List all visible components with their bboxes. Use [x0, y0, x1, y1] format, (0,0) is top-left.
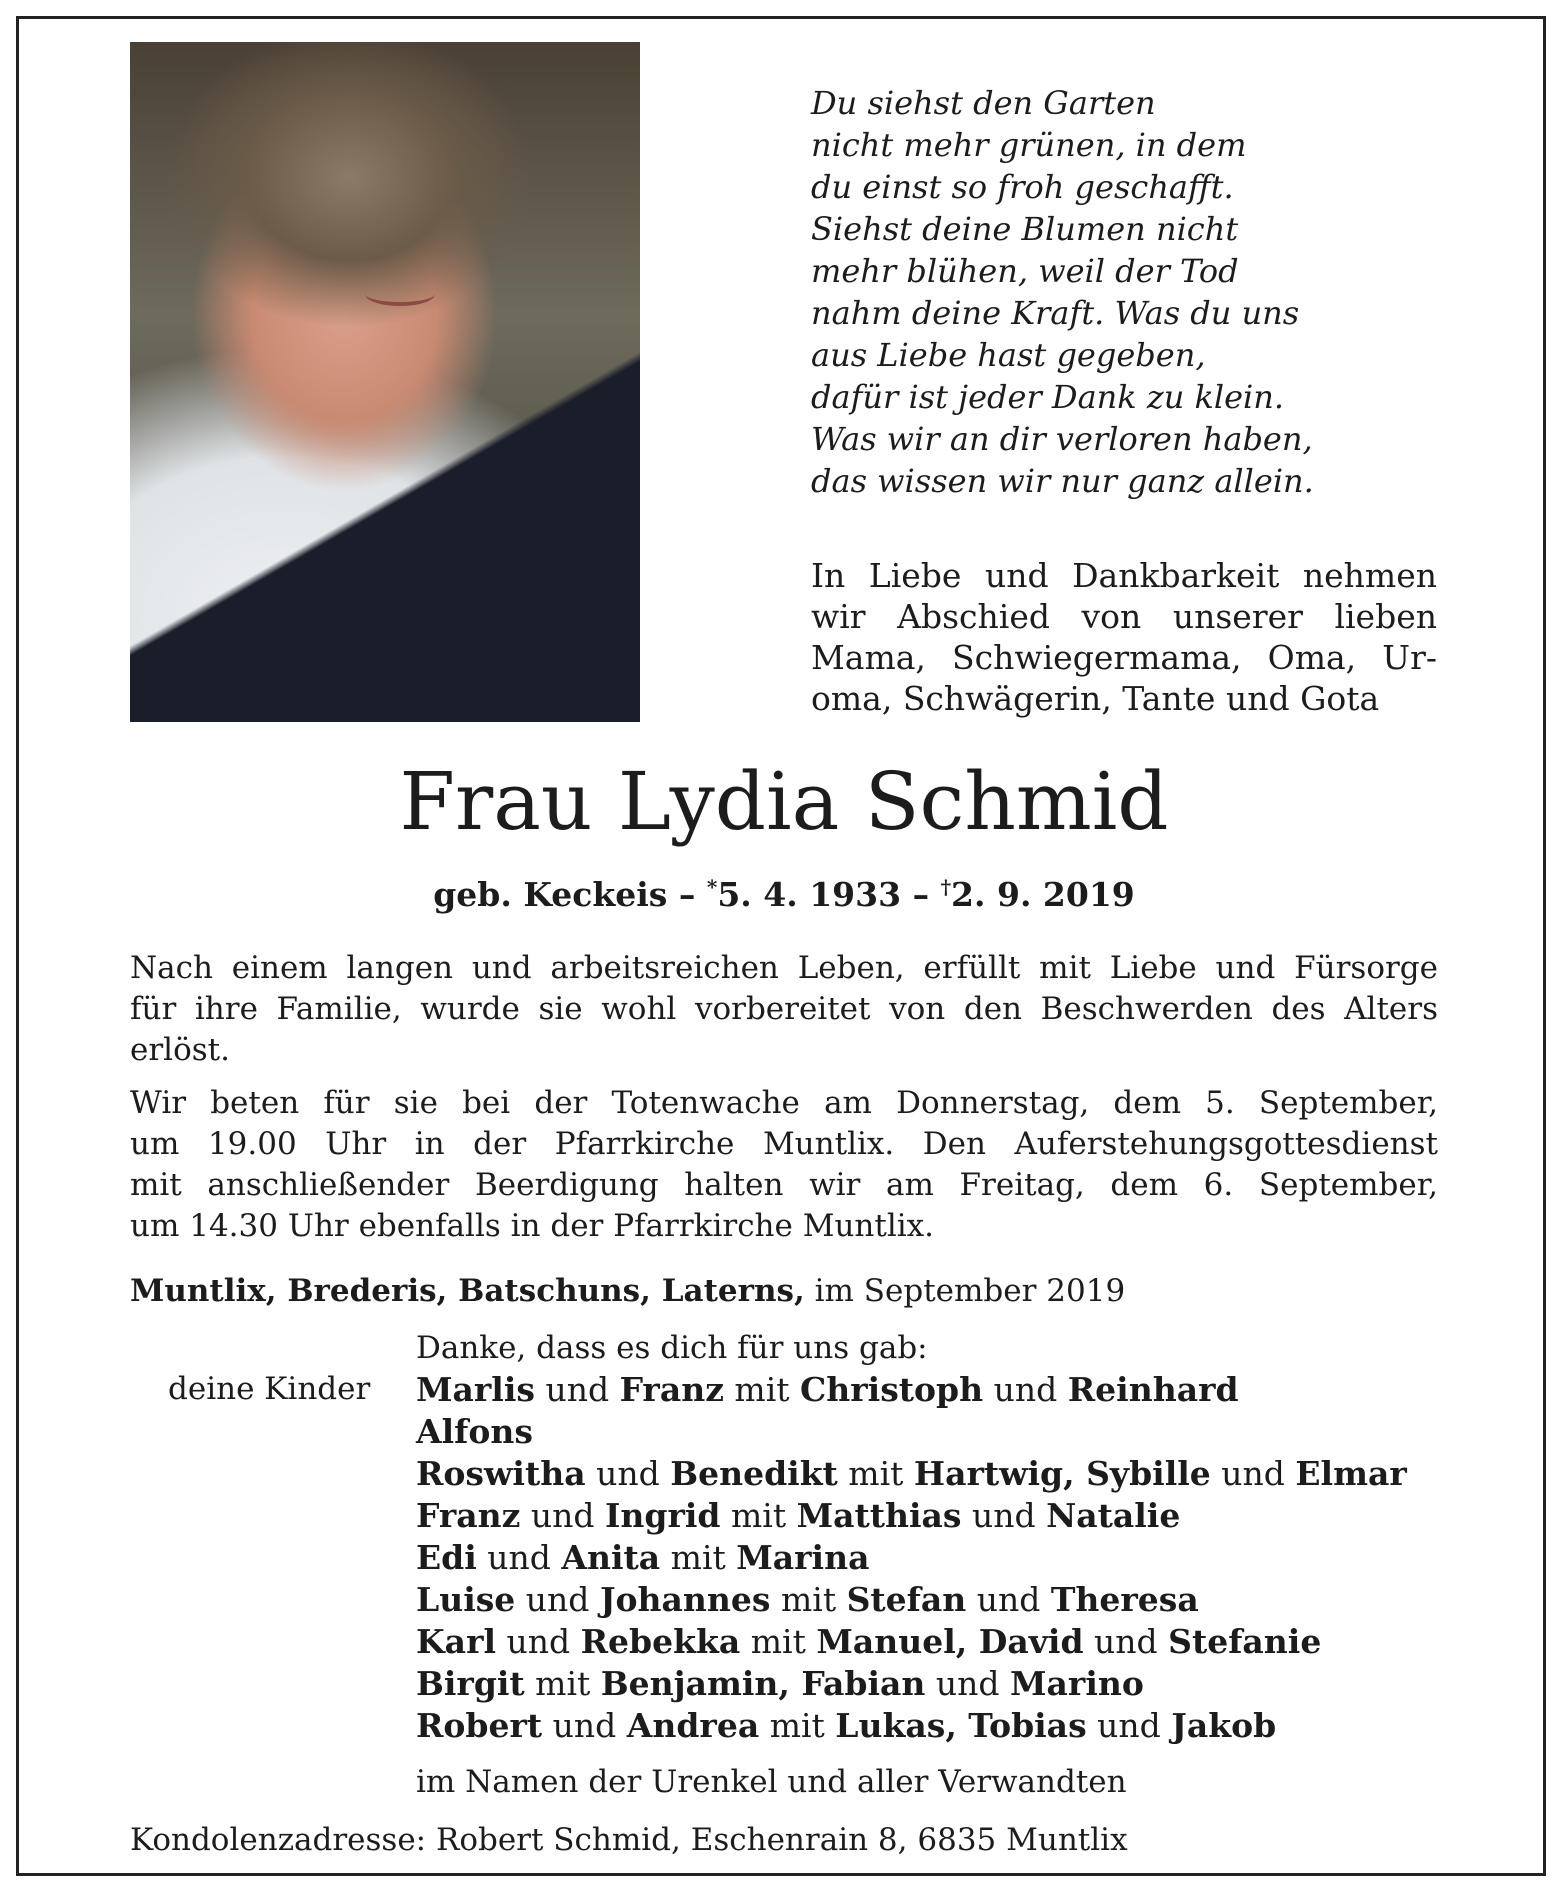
portrait-photo: [130, 42, 640, 722]
life-paragraph: [130, 948, 1438, 1071]
family-name: Rebekka: [580, 1622, 741, 1661]
family-connector: mit: [770, 1580, 847, 1619]
family-connector: und: [961, 1496, 1047, 1535]
family-name: Birgit: [416, 1664, 525, 1703]
family-connector: mit: [660, 1538, 737, 1577]
family-name: Elmar: [1295, 1454, 1407, 1493]
family-name: Franz: [416, 1496, 521, 1535]
poem-line: Siehst deine Blumen nicht: [811, 210, 1239, 248]
family-name: Lukas, Tobias: [835, 1706, 1087, 1745]
family-connector: und: [585, 1454, 671, 1493]
family-name: Jakob: [1171, 1706, 1277, 1745]
family-line: [416, 1495, 1407, 1537]
family-connector: mit: [740, 1622, 817, 1661]
separator: –: [678, 875, 696, 914]
poem-line: dafür ist jeder Dank zu klein.: [811, 378, 1285, 416]
places-list: Muntlix, Brederis, Batschuns, Laterns,: [130, 1273, 805, 1309]
condolence-address: Kondolenzadresse: Robert Schmid, Eschenrain 8, 6835 Muntlix: [130, 1822, 1128, 1858]
separator: –: [912, 875, 930, 914]
family-line: [416, 1705, 1407, 1747]
poem-line: Du siehst den Garten: [811, 84, 1156, 122]
poem-line: nahm deine Kraft. Was du uns: [811, 294, 1300, 332]
intro-line: oma, Schwägerin, Tante und Gota: [811, 679, 1380, 718]
family-name: Andrea: [626, 1706, 760, 1745]
family-name: Johannes: [599, 1580, 771, 1619]
service-paragraph: [130, 1083, 1438, 1247]
family-name: Benjamin, Fabian: [600, 1664, 926, 1703]
family-connector: und: [520, 1496, 605, 1535]
family-line: [416, 1663, 1407, 1705]
intro-text: [811, 555, 1437, 719]
deceased-name: Frau Lydia Schmid: [399, 755, 1169, 848]
closing-line: im Namen der Urenkel und aller Verwandten: [416, 1764, 1127, 1800]
intro-line: In Liebe und Dankbarkeit nehmen: [811, 556, 1437, 595]
paragraph-line: mit anschließender Beerdigung halten wir am Freitag, dem 6. September,: [130, 1167, 1438, 1203]
thanks-line: Danke, dass es dich für uns gab:: [416, 1330, 928, 1366]
family-connector: und: [1086, 1706, 1172, 1745]
family-name: Ingrid: [604, 1496, 721, 1535]
month-year: im September 2019: [804, 1273, 1126, 1309]
family-line: [416, 1369, 1407, 1411]
family-connector: und: [1083, 1622, 1169, 1661]
paragraph-line: um 19.00 Uhr in der Pfarrkirche Muntlix. Den Auferstehungsgottesdienst: [130, 1126, 1438, 1162]
poem: [811, 82, 1314, 502]
paragraph-line: erlöst.: [130, 1032, 230, 1068]
intro-line: Mama, Schwiegermama, Oma, Ur-: [811, 638, 1437, 677]
family-name: Anita: [561, 1538, 661, 1577]
poem-line: aus Liebe hast gegeben,: [811, 336, 1206, 374]
poem-line: Was wir an dir verloren haben,: [811, 420, 1313, 458]
family-name: Marino: [1010, 1664, 1144, 1703]
family-name: Reinhard: [1067, 1370, 1239, 1409]
places-date: [130, 1271, 1125, 1312]
family-name: Luise: [416, 1580, 516, 1619]
family-connector: und: [542, 1706, 627, 1745]
family-name: Edi: [416, 1538, 477, 1577]
family-connector: und: [534, 1370, 620, 1409]
family-name: Alfons: [416, 1412, 533, 1451]
intro-line: wir Abschied von unserer lieben: [811, 597, 1437, 636]
family-connector: und: [966, 1580, 1051, 1619]
poem-line: du einst so froh geschafft.: [811, 168, 1234, 206]
family-name: Marina: [736, 1538, 870, 1577]
family-connector: mit: [720, 1496, 797, 1535]
maiden-name: geb. Keckeis: [433, 875, 668, 914]
life-dates: [0, 875, 1568, 914]
poem-line: nicht mehr grünen, in dem: [811, 126, 1247, 164]
family-connector: und: [515, 1580, 600, 1619]
family-name: Stefanie: [1168, 1622, 1322, 1661]
family-connector: und: [476, 1538, 562, 1577]
family-name: Manuel, David: [816, 1622, 1084, 1661]
paragraph-line: Wir beten für sie bei der Totenwache am Donnerstag, dem 5. September,: [130, 1085, 1438, 1121]
family-connector: mit: [837, 1454, 914, 1493]
family-list: [416, 1369, 1407, 1747]
family-line: [416, 1621, 1407, 1663]
family-name: Franz: [619, 1370, 724, 1409]
family-name: Karl: [416, 1622, 496, 1661]
family-line: [416, 1411, 1407, 1453]
poem-line: das wissen wir nur ganz allein.: [811, 462, 1314, 500]
family-line: [416, 1579, 1407, 1621]
family-name: Roswitha: [416, 1454, 586, 1493]
family-connector: und: [1210, 1454, 1296, 1493]
family-connector: und: [983, 1370, 1068, 1409]
family-line: [416, 1453, 1407, 1495]
birth-date: 5. 4. 1933: [717, 875, 902, 914]
death-symbol: †: [940, 875, 952, 899]
poem-line: mehr blühen, weil der Tod: [811, 252, 1239, 290]
family-name: Robert: [416, 1706, 543, 1745]
children-label: deine Kinder: [168, 1371, 371, 1407]
birth-symbol: *: [706, 875, 718, 899]
family-connector: mit: [524, 1664, 601, 1703]
family-connector: mit: [759, 1706, 836, 1745]
family-name: Marlis: [416, 1370, 535, 1409]
paragraph-line: Nach einem langen und arbeitsreichen Leben, erfüllt mit Liebe und Fürsorge: [130, 950, 1438, 986]
family-name: Stefan: [846, 1580, 967, 1619]
family-name: Natalie: [1046, 1496, 1181, 1535]
family-connector: und: [925, 1664, 1011, 1703]
family-name: Theresa: [1050, 1580, 1199, 1619]
paragraph-line: um 14.30 Uhr ebenfalls in der Pfarrkirche Muntlix.: [130, 1208, 935, 1244]
family-name: Christoph: [800, 1370, 984, 1409]
family-name: Benedikt: [670, 1454, 838, 1493]
paragraph-line: für ihre Familie, wurde sie wohl vorbereitet von den Beschwerden des Alters: [130, 991, 1438, 1027]
family-name: Hartwig, Sybille: [913, 1454, 1211, 1493]
family-connector: und: [496, 1622, 581, 1661]
family-name: Matthias: [796, 1496, 962, 1535]
family-line: [416, 1537, 1407, 1579]
death-date: 2. 9. 2019: [951, 875, 1135, 914]
family-connector: mit: [723, 1370, 801, 1409]
